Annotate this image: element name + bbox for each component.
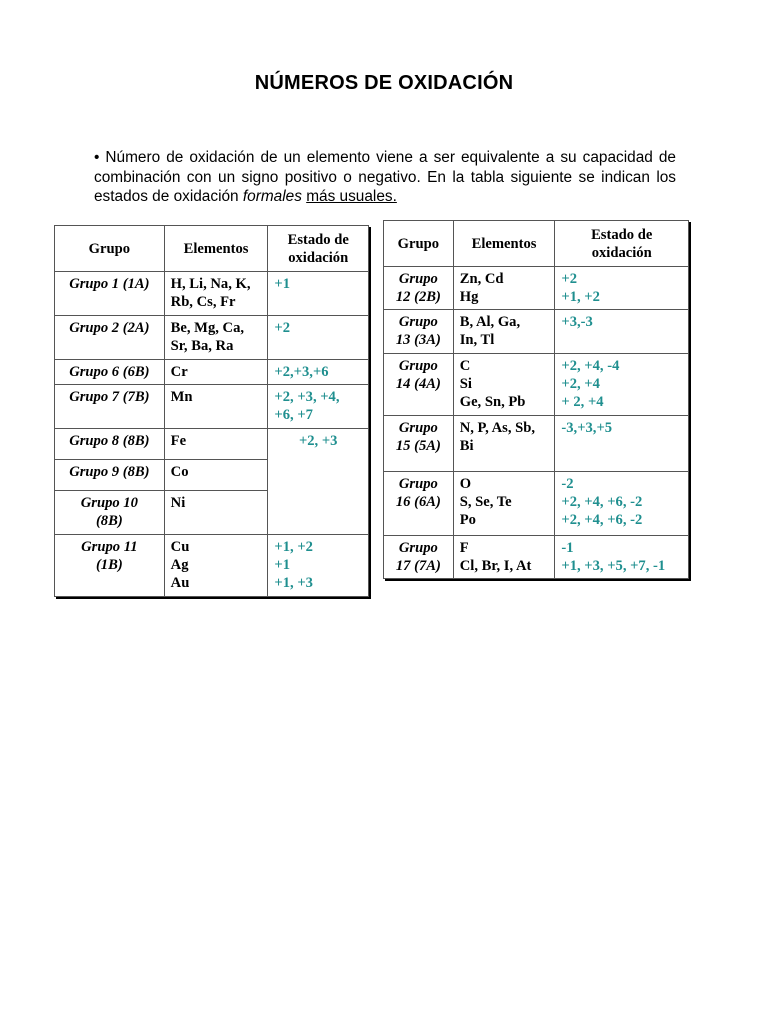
page-title: NÚMEROS DE OXIDACIÓN [254, 72, 514, 94]
elements-cell [453, 267, 555, 310]
state-text: +2, +3, +4, [274, 389, 340, 405]
table-row [384, 472, 689, 536]
group-cell [55, 491, 165, 535]
table-row [55, 316, 369, 360]
group-text: (1B) [95, 557, 123, 573]
element-text: Fe [170, 433, 187, 449]
state-text: +2 [561, 271, 578, 287]
group-cell [384, 267, 454, 310]
elements-cell [164, 429, 268, 460]
state-text: +1, +3 [274, 575, 313, 591]
group-text: 15 (5A) [395, 438, 441, 454]
group-text: 14 (4A) [395, 376, 441, 392]
group-text: Grupo 10 [80, 495, 138, 511]
states-cell [268, 535, 369, 597]
state-text: +2 [274, 320, 291, 336]
group-text: Grupo 2 (2A) [69, 320, 150, 336]
element-text: Ge, Sn, Pb [459, 394, 526, 410]
table-row [384, 310, 689, 354]
oxidation-table-left [54, 225, 369, 597]
elements-cell [164, 385, 268, 429]
group-text: Grupo [398, 476, 438, 492]
state-text: +1, +3, +5, +7, -1 [561, 558, 666, 574]
elements-cell [453, 310, 555, 354]
state-text: +6, +7 [274, 407, 313, 423]
states-cell [268, 316, 369, 360]
state-text: +2, +3 [298, 433, 338, 449]
element-text: S, Se, Te [459, 494, 512, 510]
oxidation-table-right [383, 220, 689, 579]
table-row [384, 416, 689, 472]
elements-cell [164, 460, 268, 491]
group-cell [384, 416, 454, 472]
header-grupo: Grupo [55, 226, 165, 272]
header-elementos: Elementos [453, 221, 555, 267]
table-header-row [384, 221, 689, 267]
element-text: In, Tl [459, 332, 495, 348]
states-cell [555, 354, 689, 416]
state-text: + 2, +4 [561, 394, 604, 410]
table-row [55, 385, 369, 429]
intro-paragraph [94, 148, 676, 207]
elements-cell [453, 354, 555, 416]
element-text: O [459, 476, 472, 492]
header-elementos: Elementos [164, 226, 268, 272]
element-text: Cu [170, 539, 190, 555]
table-row [384, 267, 689, 310]
elements-cell [164, 272, 268, 316]
state-text: -2 [561, 476, 574, 492]
intro-italic: formales [242, 188, 302, 205]
group-text: Grupo 8 (8B) [69, 433, 150, 449]
table-row [384, 536, 689, 579]
state-text: +2, +4 [561, 376, 600, 392]
elements-cell [453, 472, 555, 536]
element-text: Cl, Br, I, At [459, 558, 532, 574]
group-cell [384, 310, 454, 354]
group-text: (8B) [95, 513, 123, 529]
group-text: Grupo 1 (1A) [69, 276, 150, 292]
element-text: Ni [170, 495, 186, 511]
elements-cell [453, 536, 555, 579]
state-text: +1, +2 [561, 289, 600, 305]
group-cell [55, 535, 165, 597]
states-cell-merged [268, 429, 369, 535]
group-text: Grupo 7 (7B) [69, 389, 150, 405]
group-text: 17 (7A) [395, 558, 441, 574]
element-text: Bi [459, 438, 474, 454]
group-text: 16 (6A) [395, 494, 441, 510]
header-estado: Estado de oxidación [555, 221, 689, 267]
elements-cell [164, 316, 268, 360]
group-text: 13 (3A) [395, 332, 441, 348]
group-text: Grupo [398, 271, 438, 287]
state-text: -3,+3,+5 [561, 420, 613, 436]
element-text: Mn [170, 389, 193, 405]
group-cell [55, 272, 165, 316]
element-text: H, Li, Na, K, [170, 276, 251, 292]
state-text: +2,+3,+6 [274, 364, 329, 380]
states-cell [555, 536, 689, 579]
elements-cell [453, 416, 555, 472]
element-text: Au [170, 575, 190, 591]
state-text: -1 [561, 540, 574, 556]
group-cell [55, 460, 165, 491]
states-cell [555, 472, 689, 536]
elements-cell [164, 491, 268, 535]
table-row [55, 429, 369, 460]
element-text: C [459, 358, 471, 374]
group-text: Grupo 11 [81, 539, 138, 555]
element-text: N, P, As, Sb, [459, 420, 536, 436]
element-text: Po [459, 512, 476, 528]
element-text: Rb, Cs, Fr [170, 294, 236, 310]
group-cell [384, 354, 454, 416]
intro-underlined: más usuales. [306, 188, 397, 205]
element-text: F [459, 540, 469, 556]
state-text: +2, +4, +6, -2 [561, 512, 643, 528]
group-text: Grupo 6 (6B) [69, 364, 150, 380]
elements-cell [164, 535, 268, 597]
states-cell [268, 360, 369, 385]
table-row [384, 354, 689, 416]
header-estado: Estado de oxidación [268, 226, 369, 272]
element-text: Hg [459, 289, 479, 305]
group-cell [384, 536, 454, 579]
table-header-row [55, 226, 369, 272]
element-text: Co [170, 464, 189, 480]
table-row [55, 272, 369, 316]
group-text: Grupo 9 (8B) [69, 464, 150, 480]
group-cell [384, 472, 454, 536]
element-text: Zn, Cd [459, 271, 504, 287]
group-text: Grupo [398, 540, 438, 556]
element-text: Cr [170, 364, 188, 380]
elements-cell [164, 360, 268, 385]
group-cell [55, 385, 165, 429]
state-text: +1 [274, 557, 291, 573]
header-grupo: Grupo [384, 221, 454, 267]
element-text: Ag [170, 557, 189, 573]
group-text: 12 (2B) [395, 289, 441, 305]
group-text: Grupo [398, 314, 438, 330]
state-text: +1 [274, 276, 291, 292]
group-text: Grupo [398, 358, 438, 374]
element-text: Be, Mg, Ca, [170, 320, 245, 336]
state-text: +2, +4, -4 [561, 358, 620, 374]
table-row [55, 535, 369, 597]
group-cell [55, 316, 165, 360]
states-cell [268, 385, 369, 429]
group-text: Grupo [398, 420, 438, 436]
element-text: B, Al, Ga, [459, 314, 521, 330]
states-cell [555, 310, 689, 354]
element-text: Sr, Ba, Ra [170, 338, 234, 354]
states-cell [555, 416, 689, 472]
bullet: • [94, 149, 100, 166]
state-text: +3,-3 [561, 314, 593, 330]
element-text: Si [459, 376, 472, 392]
group-cell [55, 360, 165, 385]
intro-text: Número de oxidación de un elemento viene a ser equivalente a su capacidad de combinación con un signo positivo o negativo. En la tabla siguiente se indican los estados de oxidación [94, 149, 676, 205]
states-cell [555, 267, 689, 310]
group-cell [55, 429, 165, 460]
state-text: +1, +2 [274, 539, 313, 555]
state-text: +2, +4, +6, -2 [561, 494, 643, 510]
table-row [55, 360, 369, 385]
states-cell [268, 272, 369, 316]
